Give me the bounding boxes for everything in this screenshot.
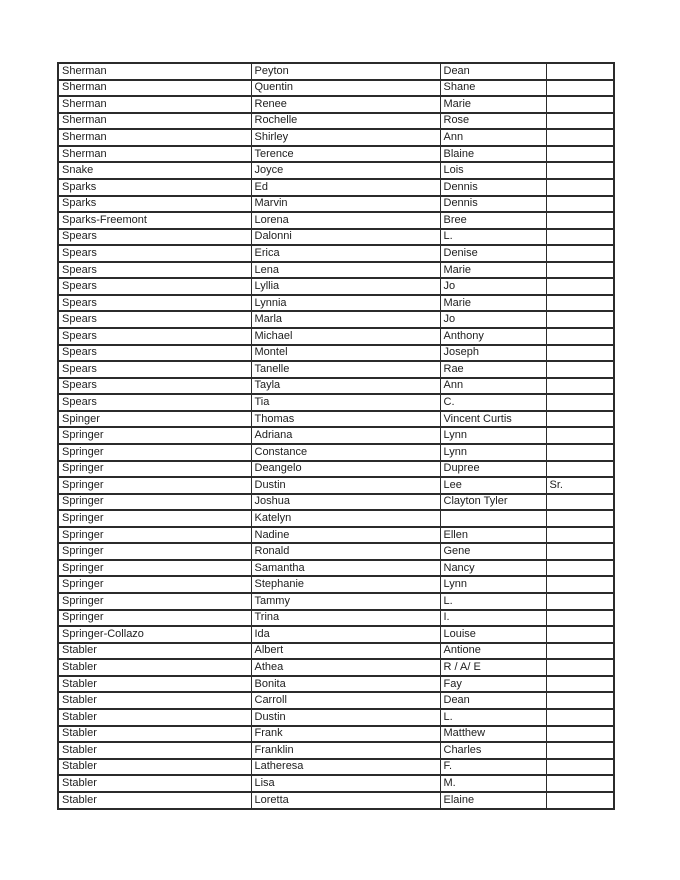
middle-name-cell: Denise bbox=[440, 245, 546, 262]
table-row bbox=[58, 510, 614, 527]
last-name-cell: Spears bbox=[58, 328, 251, 345]
last-name-cell: Springer bbox=[58, 610, 251, 627]
first-name-cell: Dustin bbox=[251, 709, 440, 726]
table-row bbox=[58, 179, 614, 196]
suffix-cell bbox=[546, 527, 614, 544]
suffix-cell bbox=[546, 113, 614, 130]
middle-name-cell: Marie bbox=[440, 262, 546, 279]
first-name-cell: Marla bbox=[251, 311, 440, 328]
table-row bbox=[58, 560, 614, 577]
middle-name-cell: Bree bbox=[440, 212, 546, 229]
table-row bbox=[58, 196, 614, 213]
first-name-cell: Franklin bbox=[251, 742, 440, 759]
table-row bbox=[58, 692, 614, 709]
last-name-cell: Springer bbox=[58, 477, 251, 494]
last-name-cell: Sherman bbox=[58, 96, 251, 113]
table-row bbox=[58, 543, 614, 560]
suffix-cell bbox=[546, 146, 614, 163]
first-name-cell: Lena bbox=[251, 262, 440, 279]
middle-name-cell: Clayton Tyler bbox=[440, 494, 546, 511]
middle-name-cell: Rae bbox=[440, 361, 546, 378]
table-row bbox=[58, 361, 614, 378]
table-row bbox=[58, 295, 614, 312]
first-name-cell: Lynnia bbox=[251, 295, 440, 312]
suffix-cell bbox=[546, 759, 614, 776]
first-name-cell: Dustin bbox=[251, 477, 440, 494]
last-name-cell: Spears bbox=[58, 361, 251, 378]
first-name-cell: Katelyn bbox=[251, 510, 440, 527]
first-name-cell: Stephanie bbox=[251, 576, 440, 593]
table-row bbox=[58, 129, 614, 146]
middle-name-cell: Lynn bbox=[440, 444, 546, 461]
suffix-cell bbox=[546, 709, 614, 726]
first-name-cell: Ronald bbox=[251, 543, 440, 560]
middle-name-cell: Vincent Curtis bbox=[440, 411, 546, 428]
first-name-cell: Trina bbox=[251, 610, 440, 627]
last-name-cell: Stabler bbox=[58, 775, 251, 792]
first-name-cell: Lorena bbox=[251, 212, 440, 229]
first-name-cell: Erica bbox=[251, 245, 440, 262]
last-name-cell: Springer bbox=[58, 560, 251, 577]
first-name-cell: Loretta bbox=[251, 792, 440, 809]
table-row bbox=[58, 726, 614, 743]
middle-name-cell: Louise bbox=[440, 626, 546, 643]
middle-name-cell: Marie bbox=[440, 96, 546, 113]
middle-name-cell: Lynn bbox=[440, 576, 546, 593]
table-row bbox=[58, 494, 614, 511]
first-name-cell: Constance bbox=[251, 444, 440, 461]
first-name-cell: Nadine bbox=[251, 527, 440, 544]
last-name-cell: Springer bbox=[58, 494, 251, 511]
middle-name-cell: Dennis bbox=[440, 196, 546, 213]
suffix-cell bbox=[546, 80, 614, 97]
table-row bbox=[58, 212, 614, 229]
table-row bbox=[58, 593, 614, 610]
suffix-cell bbox=[546, 311, 614, 328]
middle-name-cell: Ann bbox=[440, 378, 546, 395]
table-row bbox=[58, 742, 614, 759]
suffix-cell: Sr. bbox=[546, 477, 614, 494]
last-name-cell: Spears bbox=[58, 278, 251, 295]
middle-name-cell: Jo bbox=[440, 278, 546, 295]
last-name-cell: Springer bbox=[58, 444, 251, 461]
names-table-body bbox=[58, 63, 614, 809]
last-name-cell: Stabler bbox=[58, 742, 251, 759]
first-name-cell: Tia bbox=[251, 394, 440, 411]
first-name-cell: Lisa bbox=[251, 775, 440, 792]
table-row bbox=[58, 378, 614, 395]
first-name-cell: Joshua bbox=[251, 494, 440, 511]
suffix-cell bbox=[546, 295, 614, 312]
suffix-cell bbox=[546, 659, 614, 676]
suffix-cell bbox=[546, 742, 614, 759]
middle-name-cell: L. bbox=[440, 593, 546, 610]
table-row bbox=[58, 311, 614, 328]
last-name-cell: Springer bbox=[58, 576, 251, 593]
first-name-cell: Samantha bbox=[251, 560, 440, 577]
last-name-cell: Spears bbox=[58, 311, 251, 328]
last-name-cell: Spears bbox=[58, 345, 251, 362]
first-name-cell: Latheresa bbox=[251, 759, 440, 776]
last-name-cell: Sherman bbox=[58, 113, 251, 130]
table-row bbox=[58, 626, 614, 643]
table-row bbox=[58, 775, 614, 792]
suffix-cell bbox=[546, 461, 614, 478]
table-row bbox=[58, 759, 614, 776]
table-row bbox=[58, 427, 614, 444]
first-name-cell: Thomas bbox=[251, 411, 440, 428]
table-row bbox=[58, 63, 614, 80]
last-name-cell: Springer bbox=[58, 593, 251, 610]
table-row bbox=[58, 411, 614, 428]
suffix-cell bbox=[546, 676, 614, 693]
middle-name-cell: Ellen bbox=[440, 527, 546, 544]
last-name-cell: Stabler bbox=[58, 676, 251, 693]
middle-name-cell: Matthew bbox=[440, 726, 546, 743]
table-row bbox=[58, 80, 614, 97]
first-name-cell: Peyton bbox=[251, 63, 440, 80]
first-name-cell: Tammy bbox=[251, 593, 440, 610]
middle-name-cell: Dean bbox=[440, 63, 546, 80]
middle-name-cell: Dennis bbox=[440, 179, 546, 196]
last-name-cell: Sparks bbox=[58, 179, 251, 196]
last-name-cell: Spinger bbox=[58, 411, 251, 428]
last-name-cell: Spears bbox=[58, 245, 251, 262]
first-name-cell: Renee bbox=[251, 96, 440, 113]
table-row bbox=[58, 162, 614, 179]
suffix-cell bbox=[546, 444, 614, 461]
last-name-cell: Sparks-Freemont bbox=[58, 212, 251, 229]
suffix-cell bbox=[546, 543, 614, 560]
suffix-cell bbox=[546, 626, 614, 643]
last-name-cell: Stabler bbox=[58, 709, 251, 726]
table-row bbox=[58, 477, 614, 494]
last-name-cell: Spears bbox=[58, 295, 251, 312]
last-name-cell: Stabler bbox=[58, 792, 251, 809]
last-name-cell: Stabler bbox=[58, 759, 251, 776]
middle-name-cell: I. bbox=[440, 610, 546, 627]
first-name-cell: Carroll bbox=[251, 692, 440, 709]
middle-name-cell: Rose bbox=[440, 113, 546, 130]
middle-name-cell: Lee bbox=[440, 477, 546, 494]
suffix-cell bbox=[546, 162, 614, 179]
middle-name-cell: M. bbox=[440, 775, 546, 792]
suffix-cell bbox=[546, 262, 614, 279]
middle-name-cell: Dean bbox=[440, 692, 546, 709]
middle-name-cell: Marie bbox=[440, 295, 546, 312]
middle-name-cell: Blaine bbox=[440, 146, 546, 163]
middle-name-cell: Lynn bbox=[440, 427, 546, 444]
suffix-cell bbox=[546, 560, 614, 577]
table-row bbox=[58, 461, 614, 478]
first-name-cell: Deangelo bbox=[251, 461, 440, 478]
middle-name-cell: C. bbox=[440, 394, 546, 411]
table-row bbox=[58, 278, 614, 295]
first-name-cell: Joyce bbox=[251, 162, 440, 179]
last-name-cell: Springer bbox=[58, 510, 251, 527]
suffix-cell bbox=[546, 692, 614, 709]
suffix-cell bbox=[546, 494, 614, 511]
last-name-cell: Springer bbox=[58, 527, 251, 544]
suffix-cell bbox=[546, 96, 614, 113]
first-name-cell: Bonita bbox=[251, 676, 440, 693]
suffix-cell bbox=[546, 361, 614, 378]
last-name-cell: Sparks bbox=[58, 196, 251, 213]
last-name-cell: Spears bbox=[58, 262, 251, 279]
first-name-cell: Athea bbox=[251, 659, 440, 676]
suffix-cell bbox=[546, 328, 614, 345]
last-name-cell: Sherman bbox=[58, 80, 251, 97]
table-row bbox=[58, 113, 614, 130]
first-name-cell: Shirley bbox=[251, 129, 440, 146]
suffix-cell bbox=[546, 593, 614, 610]
suffix-cell bbox=[546, 610, 614, 627]
suffix-cell bbox=[546, 212, 614, 229]
last-name-cell: Stabler bbox=[58, 659, 251, 676]
table-row bbox=[58, 527, 614, 544]
table-row bbox=[58, 444, 614, 461]
last-name-cell: Sherman bbox=[58, 63, 251, 80]
middle-name-cell: Ann bbox=[440, 129, 546, 146]
last-name-cell: Spears bbox=[58, 378, 251, 395]
suffix-cell bbox=[546, 792, 614, 809]
middle-name-cell: L. bbox=[440, 229, 546, 246]
suffix-cell bbox=[546, 63, 614, 80]
suffix-cell bbox=[546, 411, 614, 428]
middle-name-cell: Joseph bbox=[440, 345, 546, 362]
suffix-cell bbox=[546, 245, 614, 262]
last-name-cell: Stabler bbox=[58, 692, 251, 709]
middle-name-cell: Gene bbox=[440, 543, 546, 560]
suffix-cell bbox=[546, 643, 614, 660]
last-name-cell: Springer bbox=[58, 543, 251, 560]
middle-name-cell: F. bbox=[440, 759, 546, 776]
first-name-cell: Tanelle bbox=[251, 361, 440, 378]
table-row bbox=[58, 610, 614, 627]
suffix-cell bbox=[546, 394, 614, 411]
first-name-cell: Michael bbox=[251, 328, 440, 345]
table-row bbox=[58, 576, 614, 593]
table-row bbox=[58, 659, 614, 676]
middle-name-cell bbox=[440, 510, 546, 527]
first-name-cell: Ed bbox=[251, 179, 440, 196]
last-name-cell: Spears bbox=[58, 229, 251, 246]
suffix-cell bbox=[546, 345, 614, 362]
last-name-cell: Snake bbox=[58, 162, 251, 179]
suffix-cell bbox=[546, 510, 614, 527]
names-table bbox=[57, 62, 615, 810]
suffix-cell bbox=[546, 726, 614, 743]
first-name-cell: Adriana bbox=[251, 427, 440, 444]
middle-name-cell: Jo bbox=[440, 311, 546, 328]
last-name-cell: Stabler bbox=[58, 643, 251, 660]
middle-name-cell: L. bbox=[440, 709, 546, 726]
middle-name-cell: Dupree bbox=[440, 461, 546, 478]
suffix-cell bbox=[546, 196, 614, 213]
first-name-cell: Terence bbox=[251, 146, 440, 163]
last-name-cell: Sherman bbox=[58, 129, 251, 146]
suffix-cell bbox=[546, 427, 614, 444]
middle-name-cell: Elaine bbox=[440, 792, 546, 809]
suffix-cell bbox=[546, 179, 614, 196]
first-name-cell: Dalonni bbox=[251, 229, 440, 246]
first-name-cell: Quentin bbox=[251, 80, 440, 97]
first-name-cell: Albert bbox=[251, 643, 440, 660]
middle-name-cell: R / A/ E bbox=[440, 659, 546, 676]
last-name-cell: Springer bbox=[58, 461, 251, 478]
suffix-cell bbox=[546, 129, 614, 146]
middle-name-cell: Nancy bbox=[440, 560, 546, 577]
table-row bbox=[58, 245, 614, 262]
suffix-cell bbox=[546, 378, 614, 395]
table-row bbox=[58, 394, 614, 411]
middle-name-cell: Antione bbox=[440, 643, 546, 660]
first-name-cell: Marvin bbox=[251, 196, 440, 213]
suffix-cell bbox=[546, 278, 614, 295]
last-name-cell: Spears bbox=[58, 394, 251, 411]
middle-name-cell: Fay bbox=[440, 676, 546, 693]
last-name-cell: Stabler bbox=[58, 726, 251, 743]
first-name-cell: Montel bbox=[251, 345, 440, 362]
table-row bbox=[58, 262, 614, 279]
table-row bbox=[58, 328, 614, 345]
middle-name-cell: Anthony bbox=[440, 328, 546, 345]
table-row bbox=[58, 676, 614, 693]
last-name-cell: Sherman bbox=[58, 146, 251, 163]
last-name-cell: Springer-Collazo bbox=[58, 626, 251, 643]
first-name-cell: Lyllia bbox=[251, 278, 440, 295]
suffix-cell bbox=[546, 775, 614, 792]
table-row bbox=[58, 709, 614, 726]
first-name-cell: Rochelle bbox=[251, 113, 440, 130]
middle-name-cell: Shane bbox=[440, 80, 546, 97]
last-name-cell: Springer bbox=[58, 427, 251, 444]
table-row bbox=[58, 643, 614, 660]
first-name-cell: Frank bbox=[251, 726, 440, 743]
first-name-cell: Tayla bbox=[251, 378, 440, 395]
table-row bbox=[58, 96, 614, 113]
table-row bbox=[58, 146, 614, 163]
suffix-cell bbox=[546, 229, 614, 246]
suffix-cell bbox=[546, 576, 614, 593]
middle-name-cell: Charles bbox=[440, 742, 546, 759]
middle-name-cell: Lois bbox=[440, 162, 546, 179]
table-row bbox=[58, 345, 614, 362]
first-name-cell: Ida bbox=[251, 626, 440, 643]
table-row bbox=[58, 229, 614, 246]
table-row bbox=[58, 792, 614, 809]
